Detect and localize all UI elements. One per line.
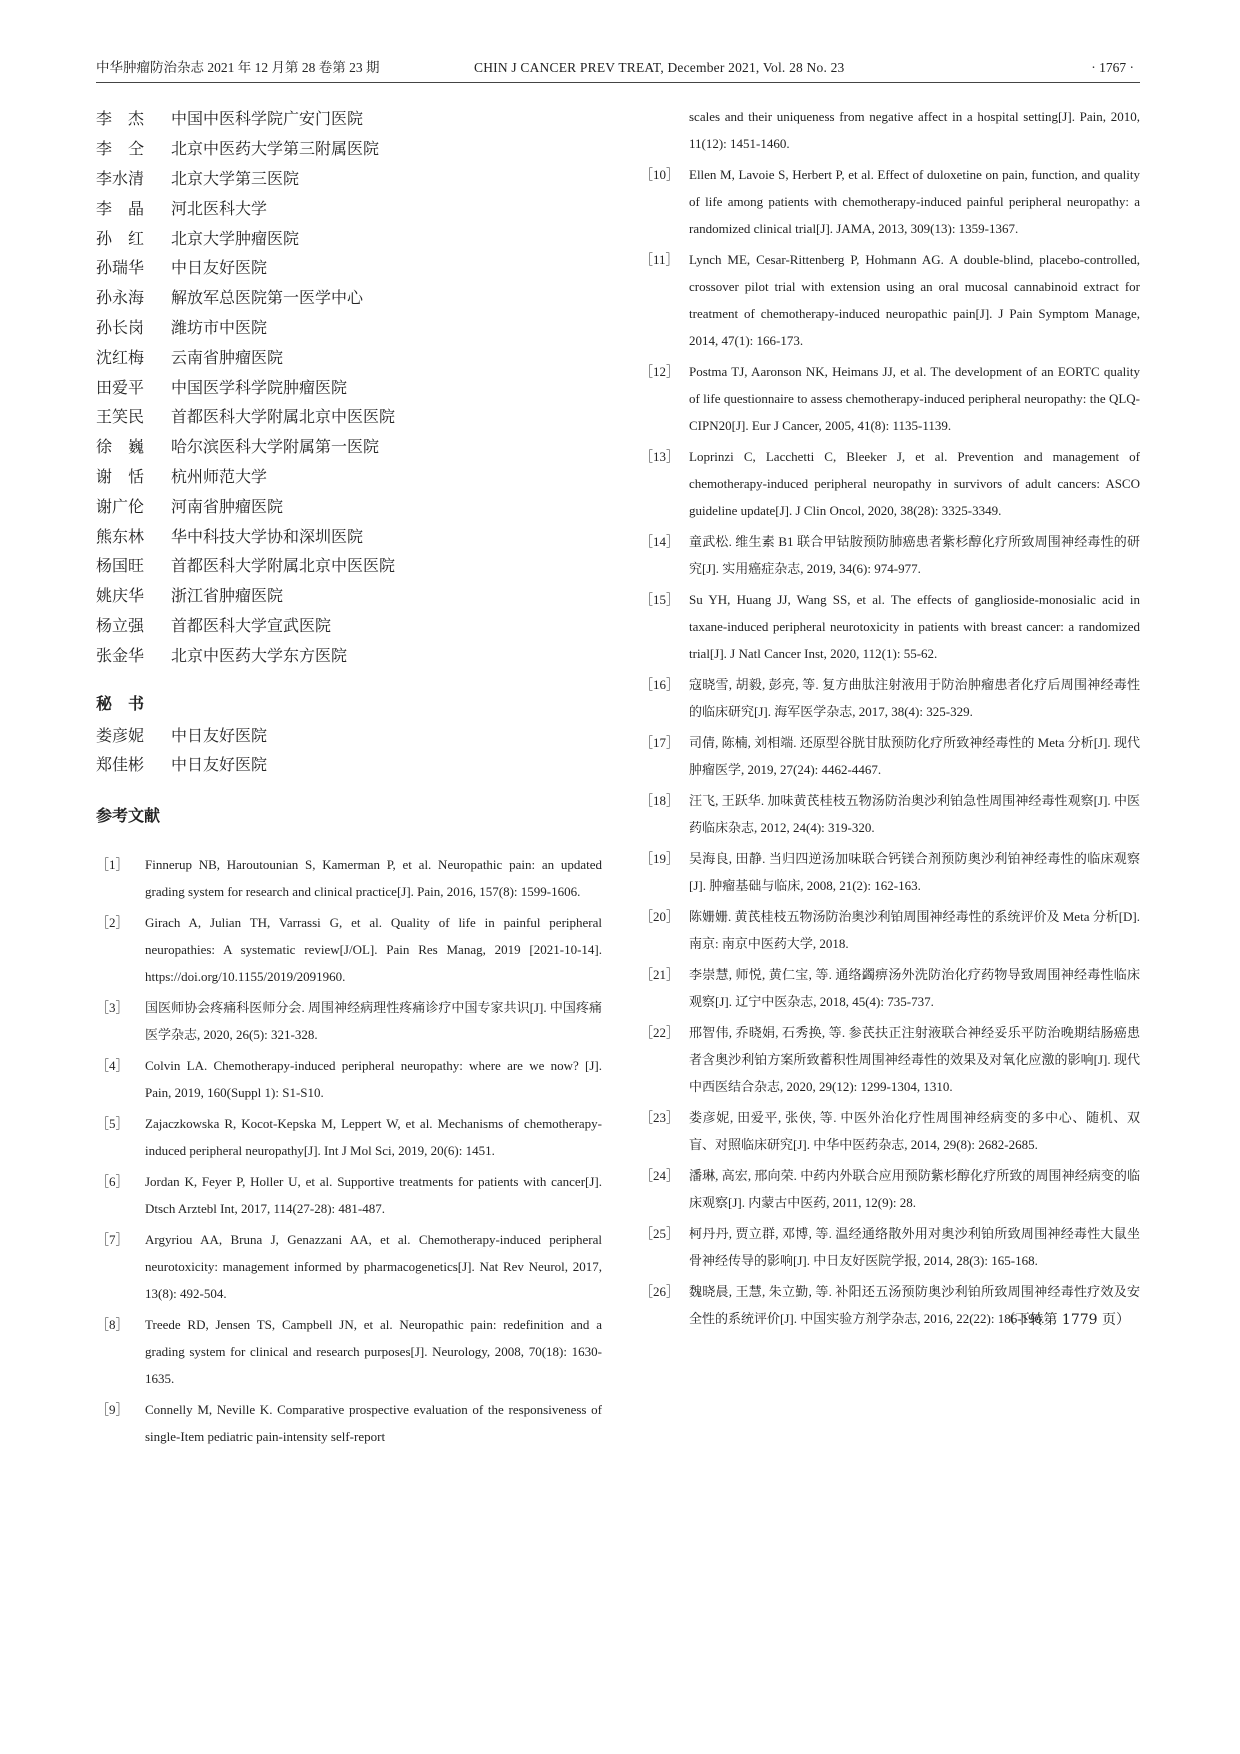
member-row bbox=[96, 610, 602, 640]
member-row bbox=[96, 222, 602, 252]
member-institution: 北京中医药大学东方医院 bbox=[171, 645, 348, 665]
member-institution: 中国医学科学院肿瘤医院 bbox=[171, 377, 348, 397]
member-list bbox=[96, 103, 602, 669]
reference-number: ［3］ bbox=[96, 999, 129, 1015]
member-row bbox=[96, 719, 602, 749]
member-name: 孙永海 bbox=[96, 288, 145, 308]
continued-note: （下转第 1779 页） bbox=[1001, 1312, 1130, 1328]
reference-number: ［19］ bbox=[640, 851, 680, 866]
member-name: 李 杰 bbox=[96, 109, 145, 129]
page-number: · 1767 · bbox=[1091, 60, 1134, 75]
reference-item bbox=[640, 671, 1140, 725]
member-institution: 北京中医药大学第三附属医院 bbox=[171, 139, 380, 159]
reference-text: Ellen M, Lavoie S, Herbert P, et al. Effect of duloxetine on pain, function, and quality of life among patients with chemotherapy-induced painful peripheral neuropathy: a randomized clinical trial[J]. JAMA, 2013, 309(13): 1359-1367. bbox=[689, 167, 1140, 236]
reference-number: ［25］ bbox=[640, 1226, 680, 1241]
member-row bbox=[96, 192, 602, 222]
reference-number: ［16］ bbox=[640, 677, 680, 692]
member-row bbox=[96, 252, 602, 282]
reference-item bbox=[96, 1311, 602, 1392]
reference-item bbox=[640, 787, 1140, 841]
member-institution: 北京大学第三医院 bbox=[171, 168, 300, 188]
reference-text: 魏晓晨, 王慧, 朱立勤, 等. 补阳还五汤预防奥沙利铂所致周围神经毒性疗效及安全性的系统评价[J]. 中国实验方剂学杂志, 2016, 22(22): 186-190. bbox=[689, 1284, 1140, 1326]
reference-text: 邢智伟, 乔晓娟, 石秀换, 等. 参芪扶正注射液联合神经妥乐平防治晚期结肠癌患者含奥沙利铂方案所致蓄积性周围神经毒性的效果及对氧化应激的影响[J]. 现代中西医结合杂志, 2020, 29(12): 1299-1304, 1310. bbox=[689, 1025, 1140, 1094]
reference-number: ［15］ bbox=[640, 592, 680, 607]
member-name: 孙 红 bbox=[96, 228, 145, 248]
reference-text: 寇晓雪, 胡毅, 彭亮, 等. 复方曲肽注射液用于防治肿瘤患者化疗后周围神经毒性的临床研究[J]. 海军医学杂志, 2017, 38(4): 325-329. bbox=[689, 677, 1140, 719]
reference-item bbox=[640, 845, 1140, 899]
member-institution: 中日友好医院 bbox=[171, 755, 268, 775]
member-name: 杨立强 bbox=[96, 615, 145, 635]
member-name: 杨国旺 bbox=[96, 556, 145, 576]
member-name: 熊东林 bbox=[96, 526, 145, 546]
reference-item bbox=[640, 1019, 1140, 1100]
reference-number: ［9］ bbox=[96, 1401, 129, 1417]
running-header bbox=[96, 58, 1140, 83]
reference-number: ［17］ bbox=[640, 735, 680, 750]
reference-item bbox=[640, 528, 1140, 582]
reference-text: 司倩, 陈楠, 刘相端. 还原型谷胱甘肽预防化疗所致神经毒性的 Meta 分析[J]. 现代肿瘤医学, 2019, 27(24): 4462-4467. bbox=[689, 735, 1140, 777]
reference-item bbox=[640, 246, 1140, 354]
member-institution: 浙江省肿瘤医院 bbox=[171, 586, 284, 606]
member-institution: 首都医科大学附属北京中医医院 bbox=[171, 407, 396, 427]
reference-number: ［7］ bbox=[96, 1231, 129, 1247]
reference-text: 娄彦妮, 田爱平, 张侠, 等. 中医外治化疗性周围神经病变的多中心、随机、双盲、对照临床研究[J]. 中华中医药杂志, 2014, 29(8): 2682-2685. bbox=[689, 1110, 1140, 1152]
reference-item bbox=[640, 903, 1140, 957]
reference-text: Connelly M, Neville K. Comparative prospective evaluation of the responsiveness of single-Item pediatric pain-intensity self-report bbox=[145, 1401, 602, 1444]
reference-number: ［11］ bbox=[640, 252, 679, 267]
member-name: 姚庆华 bbox=[96, 586, 145, 606]
reference-number: ［18］ bbox=[640, 793, 680, 808]
reference-text: Finnerup NB, Haroutounian S, Kamerman P, et al. Neuropathic pain: an updated grading system for research and clinical practice[J]. Pain, 2016, 157(8): 1599-1606. bbox=[145, 856, 602, 899]
reference-text: Treede RD, Jensen TS, Campbell JN, et al. Neuropathic pain: redefinition and a grading system for clinical and research purposes[J]. Neurology, 2008, 70(18): 1630-1635. bbox=[145, 1316, 602, 1386]
member-row bbox=[96, 371, 602, 401]
member-institution: 北京大学肿瘤医院 bbox=[171, 228, 300, 248]
reference-number: ［24］ bbox=[640, 1168, 680, 1183]
reference-text: Loprinzi C, Lacchetti C, Bleeker J, et al. Prevention and management of chemotherapy-induced peripheral neuropathy in survivors of adult cancers: ASCO guideline update[J]. J Clin Oncol, 2020, 38(28): 3325-3349. bbox=[689, 449, 1140, 518]
member-institution: 解放军总医院第一医学中心 bbox=[171, 288, 364, 308]
reference-number: ［14］ bbox=[640, 534, 680, 549]
reference-item bbox=[640, 1162, 1140, 1216]
reference-text: Lynch ME, Cesar-Rittenberg P, Hohmann AG. A double-blind, placebo-controlled, crossover pilot trial with extension using an oral mucosal cannabinoid extract for treatment of chemotherapy-induced neuropathic pain[J]. J Pain Symptom Manage, 2014, 47(1): 166-173. bbox=[689, 252, 1140, 348]
member-name: 李 晶 bbox=[96, 198, 145, 218]
references-title: 参考文献 bbox=[96, 805, 161, 825]
member-institution: 哈尔滨医科大学附属第一医院 bbox=[171, 437, 380, 457]
reference-number: ［23］ bbox=[640, 1110, 680, 1125]
reference-number: ［20］ bbox=[640, 909, 680, 924]
reference-text: Postma TJ, Aaronson NK, Heimans JJ, et al. The development of an EORTC quality of life questionnaire to assess chemotherapy-induced peripheral neuropathy: the QLQ-CIPN20[J]. Eur J Cancer, 2005, 41(8): 1135-1139. bbox=[689, 364, 1140, 433]
member-institution: 河南省肿瘤医院 bbox=[171, 496, 284, 516]
reference-number: ［22］ bbox=[640, 1025, 680, 1040]
member-name: 沈红梅 bbox=[96, 347, 145, 367]
reference-item bbox=[96, 1396, 602, 1450]
secretary-title: 秘 书 bbox=[96, 694, 145, 714]
member-institution: 华中科技大学协和深圳医院 bbox=[171, 526, 364, 546]
reference-list-right bbox=[640, 161, 1140, 1332]
member-institution: 中日友好医院 bbox=[171, 258, 268, 278]
reference-text: 童武松. 维生素 B1 联合甲钴胺预防肺癌患者紫杉醇化疗所致周围神经毒性的研究[J]. 实用癌症杂志, 2019, 34(6): 974-977. bbox=[689, 534, 1140, 576]
reference-continued: scales and their uniqueness from negative affect in a hospital setting[J]. Pain, 2010, 11(12): 1451-1460. bbox=[689, 109, 1140, 151]
reference-item bbox=[640, 443, 1140, 524]
member-row bbox=[96, 312, 602, 342]
reference-text: Girach A, Julian TH, Varrassi G, et al. Quality of life in painful peripheral neuropathies: A systematic review[J/OL]. Pain Res Manag, 2019 [2021-10-14]. https://doi.org/10.1155/2019/2091960. bbox=[145, 914, 602, 984]
reference-item bbox=[96, 909, 602, 990]
member-row bbox=[96, 550, 602, 580]
member-row bbox=[96, 580, 602, 610]
reference-number: ［13］ bbox=[640, 449, 680, 464]
reference-number: ［26］ bbox=[640, 1284, 680, 1299]
reference-number: ［6］ bbox=[96, 1173, 129, 1189]
left-column bbox=[96, 103, 602, 1454]
reference-item bbox=[640, 729, 1140, 783]
reference-number: ［10］ bbox=[640, 167, 680, 182]
reference-text: 吴海良, 田静. 当归四逆汤加味联合钙镁合剂预防奥沙利铂神经毒性的临床观察[J]. 肿瘤基础与临床, 2008, 21(2): 162-163. bbox=[689, 851, 1140, 893]
reference-item bbox=[96, 851, 602, 905]
member-row bbox=[96, 749, 602, 779]
reference-number: ［2］ bbox=[96, 914, 129, 930]
member-institution: 河北医科大学 bbox=[171, 198, 268, 218]
reference-item bbox=[640, 1104, 1140, 1158]
member-name: 孙长岗 bbox=[96, 317, 145, 337]
reference-item bbox=[640, 358, 1140, 439]
reference-text: 陈姗姗. 黄芪桂枝五物汤防治奥沙利铂周围神经毒性的系统评价及 Meta 分析[D]. 南京: 南京中医药大学, 2018. bbox=[689, 909, 1141, 951]
member-row bbox=[96, 341, 602, 371]
reference-item bbox=[96, 1052, 602, 1106]
member-row bbox=[96, 163, 602, 193]
reference-item bbox=[96, 1110, 602, 1164]
member-institution: 首都医科大学宣武医院 bbox=[171, 615, 332, 635]
member-row bbox=[96, 639, 602, 669]
member-row bbox=[96, 461, 602, 491]
member-name: 郑佳彬 bbox=[96, 755, 145, 775]
reference-text: 李崇慧, 师悦, 黄仁宝, 等. 通络蠲痹汤外洗防治化疗药物导致周围神经毒性临床观察[J]. 辽宁中医杂志, 2018, 45(4): 735-737. bbox=[689, 967, 1140, 1009]
reference-item bbox=[96, 1168, 602, 1222]
reference-number: ［12］ bbox=[640, 364, 680, 379]
member-institution: 云南省肿瘤医院 bbox=[171, 347, 284, 367]
reference-item bbox=[640, 161, 1140, 242]
member-row bbox=[96, 431, 602, 461]
member-institution: 中国中医科学院广安门医院 bbox=[171, 109, 364, 129]
reference-text: Colvin LA. Chemotherapy-induced peripheral neuropathy: where are we now? [J]. Pain, 2019, 160(Suppl 1): S1-S10. bbox=[145, 1057, 602, 1100]
reference-item bbox=[96, 994, 602, 1048]
reference-text: 柯丹丹, 贾立群, 邓博, 等. 温经通络散外用对奥沙利铂所致周围神经毒性大鼠坐骨神经传导的影响[J]. 中日友好医院学报, 2014, 28(3): 165-168. bbox=[689, 1226, 1140, 1268]
member-name: 孙瑞华 bbox=[96, 258, 145, 278]
journal-cn: 中华肿瘤防治杂志 2021 年 12 月第 28 卷第 23 期 bbox=[96, 60, 380, 75]
member-row bbox=[96, 282, 602, 312]
reference-item bbox=[640, 586, 1140, 667]
reference-number: ［8］ bbox=[96, 1316, 129, 1332]
reference-text: 国医师协会疼痛科医师分会. 周围神经病理性疼痛诊疗中国专家共识[J]. 中国疼痛医学杂志, 2020, 26(5): 321-328. bbox=[145, 999, 602, 1042]
member-name: 谢广伦 bbox=[96, 496, 145, 516]
member-row bbox=[96, 490, 602, 520]
member-institution: 潍坊市中医院 bbox=[171, 317, 268, 337]
member-name: 谢 恬 bbox=[96, 466, 145, 486]
right-column bbox=[640, 103, 1140, 1329]
reference-text: 潘琳, 高宏, 邢向荣. 中药内外联合应用预防紫杉醇化疗所致的周围神经病变的临床观察[J]. 内蒙古中医药, 2011, 12(9): 28. bbox=[689, 1168, 1140, 1210]
member-row bbox=[96, 103, 602, 133]
member-institution: 首都医科大学附属北京中医医院 bbox=[171, 556, 396, 576]
member-name: 田爱平 bbox=[96, 377, 145, 397]
member-institution: 中日友好医院 bbox=[171, 725, 268, 745]
member-row bbox=[96, 401, 602, 431]
reference-list-left bbox=[96, 851, 602, 1450]
reference-item bbox=[96, 1226, 602, 1307]
member-name: 李 仝 bbox=[96, 139, 145, 159]
journal-en: CHIN J CANCER PREV TREAT, December 2021, Vol. 28 No. 23 bbox=[474, 60, 845, 75]
member-name: 徐 巍 bbox=[96, 437, 145, 457]
member-name: 王笑民 bbox=[96, 407, 145, 427]
reference-text: 汪飞, 王跃华. 加味黄芪桂枝五物汤防治奥沙利铂急性周围神经毒性观察[J]. 中医药临床杂志, 2012, 24(4): 319-320. bbox=[689, 793, 1140, 835]
member-row bbox=[96, 520, 602, 550]
reference-text: Zajaczkowska R, Kocot-Kepska M, Leppert W, et al. Mechanisms of chemotherapy-induced peripheral neuropathy[J]. Int J Mol Sci, 2019, 20(6): 1451. bbox=[145, 1115, 602, 1158]
reference-number: ［1］ bbox=[96, 856, 129, 872]
reference-item bbox=[640, 961, 1140, 1015]
reference-number: ［4］ bbox=[96, 1057, 129, 1073]
reference-item bbox=[640, 1220, 1140, 1274]
reference-number: ［5］ bbox=[96, 1115, 129, 1131]
member-name: 李水清 bbox=[96, 168, 145, 188]
reference-number: ［21］ bbox=[640, 967, 680, 982]
member-institution: 杭州师范大学 bbox=[171, 466, 268, 486]
secretary-list bbox=[96, 719, 602, 779]
member-name: 娄彦妮 bbox=[96, 725, 145, 745]
reference-text: Jordan K, Feyer P, Holler U, et al. Supportive treatments for patients with cancer[J]. Dtsch Arztebl Int, 2017, 114(27-28): 481-487. bbox=[145, 1173, 602, 1216]
member-name: 张金华 bbox=[96, 645, 145, 665]
reference-text: Su YH, Huang JJ, Wang SS, et al. The effects of ganglioside-monosialic acid in taxane-induced peripheral neurotoxicity in patients with breast cancer: a randomized trial[J]. J Natl Cancer Inst, 2020, 112(1): 55-62. bbox=[689, 592, 1140, 661]
member-row bbox=[96, 133, 602, 163]
reference-text: Argyriou AA, Bruna J, Genazzani AA, et al. Chemotherapy-induced peripheral neurotoxicity: management informed by pharmacogenetics[J]. Nat Rev Neurol, 2017, 13(8): 492-504. bbox=[145, 1231, 602, 1301]
